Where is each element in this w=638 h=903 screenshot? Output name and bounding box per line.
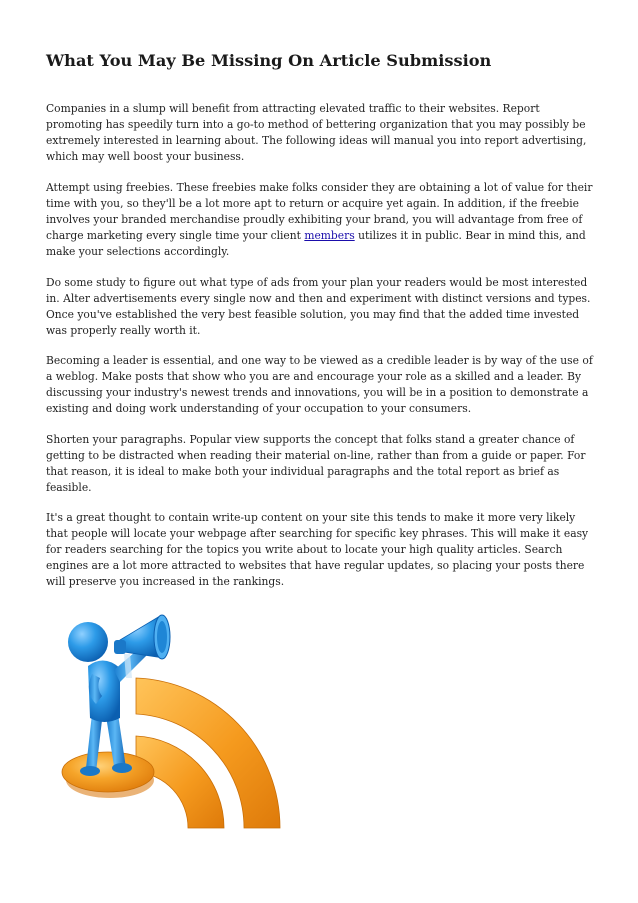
paragraph-2-text-before: Attempt using freebies. These freebies make folks consider they are obtaining a lot of value for their time with you, so they'll be a lot more apt to return or acquire yet again. In addition, if the freebie involves your branded merchandise proudly exhibiting your brand, you will advantage from free of charge marketing every single time your client xyxy=(46,181,593,242)
article-title: What You May Be Missing On Article Submission xyxy=(46,51,492,70)
megaphone-broadcast-illustration xyxy=(48,596,288,856)
base-dot xyxy=(62,752,154,792)
paragraph-2-text-after: utilizes it in public. Bear in mind this, and make your selections accordingly. xyxy=(46,228,586,258)
paragraph-5: Shorten your paragraphs. Popular view supports the concept that folks stand a greater chance of getting to be distracted when reading their material on-line, rather than from a guide or paper. For that reason, it is ideal to make both your individual paragraphs and the total report as brief as feasible. xyxy=(46,433,586,494)
paragraph-6: It's a great thought to contain write-up content on your site this tends to make it more very likely that people will locate your webpage after searching for specific key phrases. This will make it easy for readers searching for the topics you write about to locate your high quality articles. Search engines are a lot more attracted to websites that have regular updates, so placing your posts there will preserve you increased in the rankings. xyxy=(46,511,589,588)
paragraph-1: Companies in a slump will benefit from attracting elevated traffic to their websites. Report promoting has speedily turn into a go-to method of bettering organization that you may possibly be extremely interested in learning about. The following ideas will manual you into report advertising, which may well boost your business. xyxy=(46,102,587,163)
members-link[interactable]: members xyxy=(304,228,355,242)
left-foot xyxy=(80,766,100,776)
head xyxy=(68,622,108,662)
paragraph-2 xyxy=(46,180,594,260)
paragraph-4: Becoming a leader is essential, and one way to be viewed as a credible leader is by way of the use of a weblog. Make posts that show who you are and encourage your role as a skilled and a leader. By discussing your industry's newest trends and innovations, you will be in a position to demonstrate a existing and doing work understanding of your occupation to your consumers. xyxy=(46,354,593,415)
right-foot xyxy=(112,763,132,773)
paragraph-3: Do some study to figure out what type of ads from your plan your readers would be most interested in. Alter advertisements every single now and then and experiment with distinct versions and types. Once you've established the very best feasible solution, you may find that the added time invested was properly really worth it. xyxy=(46,276,591,337)
